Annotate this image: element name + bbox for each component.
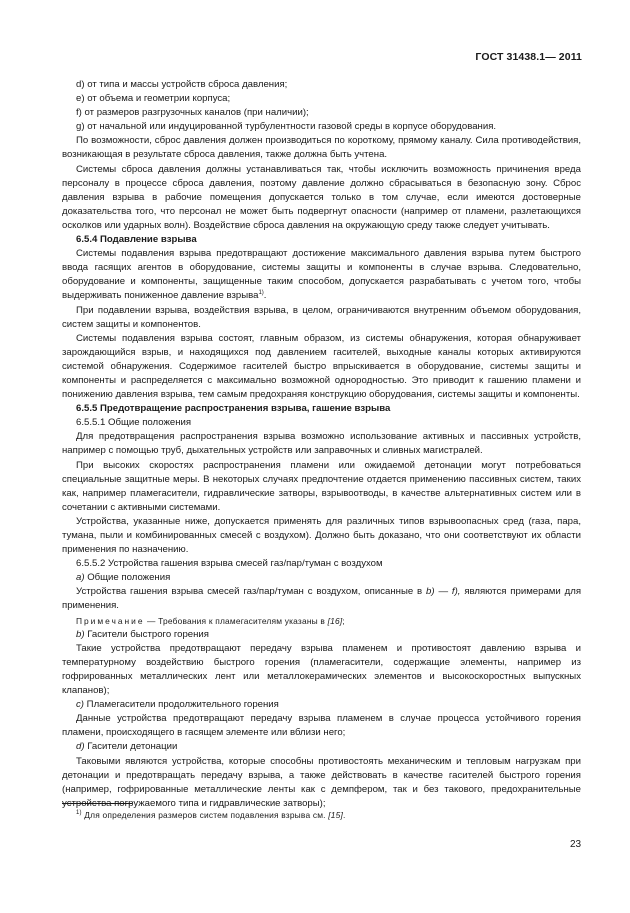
- page-number: 23: [570, 839, 582, 850]
- ref-b: b): [426, 586, 435, 598]
- subsection-heading-6551: 6.5.5.1 Общие положения: [76, 417, 192, 429]
- note-label: Примечание: [76, 615, 145, 626]
- note-ref: [16]: [327, 615, 343, 626]
- item-b-label: b): [76, 628, 85, 640]
- footnote-end: .: [343, 810, 346, 820]
- subsection-heading-6552: 6.5.5.2 Устройства гашения взрыва смесей газ/пар/туман с воздухом: [76, 558, 383, 570]
- list-item-f: f) от размеров разгрузочных каналов (при наличии);: [76, 107, 309, 119]
- paragraph-6551-3: Устройства, указанные ниже, допускается применять для различных типов взрывоопасных сред (газа, пара, тумана, пыли и комбинированных смесей с воздухом). Должно быть доказано, что они соответствуют их области применения по назначению.: [62, 515, 581, 556]
- note-text: — Требования к пламегасителям указаны в: [147, 615, 326, 626]
- paragraph-d: Таковыми являются устройства, которые способны противостоять механическим и тепловым нагрузкам при детонации и предотвращать передачу взрыва, а также действовать в качестве гасителей быстрого горения (например, гофрированные металлические ленты как с демпфером, так и без такового, предохранительные устройства погружаемого типа и гидравлические затворы);: [62, 755, 581, 809]
- item-b-heading: [62, 628, 581, 642]
- footnote-text: Для определения размеров систем подавления взрыва см.: [84, 810, 326, 820]
- list-item-g: g) от начальной или индуцированной турбулентности газовой среды в корпусе оборудования.: [76, 121, 497, 133]
- paragraph-6551-1: Для предотвращения распространения взрыва возможно использование активных и пассивных устройств, например с помощью труб, дыхательных устройств или заправочных и сливных магистралей.: [62, 431, 581, 457]
- paragraph-654-1-end: .: [263, 290, 267, 302]
- item-c-title: Пламегасители продолжительного горения: [86, 699, 279, 711]
- paragraph-654-2: При подавлении взрыва, воздействия взрыва, в целом, ограничиваются внутренним объемом оборудования, систем защиты и компонентов.: [62, 304, 581, 330]
- item-d-title: Гасители детонации: [87, 741, 178, 753]
- paragraph-a-end: являются примерами для применения.: [62, 586, 582, 612]
- standard-header: ГОСТ 31438.1— 2011: [475, 51, 582, 63]
- footnote: [76, 809, 581, 821]
- section-heading-655: 6.5.5 Предотвращение распространения взрыва, гашение взрыва: [76, 403, 391, 415]
- note: [62, 614, 581, 628]
- item-c-heading: [62, 698, 581, 712]
- note-end: ;: [342, 615, 345, 626]
- ref-dash: —: [438, 586, 449, 598]
- list-item-d: d) от типа и массы устройств сброса давления;: [76, 79, 288, 90]
- ref-f: f),: [451, 586, 461, 598]
- paragraph-654-1: [62, 247, 581, 303]
- footnote-ref: [15]: [328, 810, 344, 820]
- paragraph-relief-systems: Системы сброса давления должны устанавливаться так, чтобы исключить возможность причинения вреда персоналу в процессе сброса давления, поэтому давление должно сбрасываться в безопасную зону. Сброс давления взрыва в рабочие помещения допускается только в том случае, если имеются достоверные доказательства того, что персонал не может быть подвергнут опасности (например от пламени, разлетающихся осколков или ударных волн). Воздействие сброса давления на окружающую среду также следует учитывать.: [62, 163, 581, 231]
- item-a-label: a): [76, 572, 85, 584]
- paragraph-a: [62, 585, 581, 613]
- footnote-number: 1): [76, 810, 82, 817]
- item-a-title: Общие положения: [87, 572, 171, 584]
- paragraph-relief-channel: По возможности, сброс давления должен производиться по короткому, прямому каналу. Сила противодействия, возникающая в результате сброса давления, также должна быть учтена.: [62, 135, 581, 161]
- paragraph-6551-2: При высоких скоростях распространения пламени или ожидаемой детонации могут потребоваться специальные защитные меры. В некоторых случаях предпочтение отдается применению пассивных систем, таких как, например пламегасители, гидравлические затворы, взрывоотводы, в качестве альтернативных систем или в сочетании с активными системами.: [62, 459, 581, 513]
- item-b-title: Гасители быстрого горения: [87, 628, 209, 640]
- paragraph-654-1-text: Системы подавления взрыва предотвращают достижение максимального давления взрыва путем быстрого ввода гасящих агентов в оборудование, системы защиты и компоненты в случае взрыва. Следовательно, оборудование и компоненты, защищенные таким способом, допускается разрабатывать с учетом того, чтобы выдерживать пониженное давление взрыва: [62, 248, 581, 302]
- item-d-label: d): [76, 741, 85, 753]
- page-body: [62, 78, 581, 811]
- item-a-heading: [62, 571, 581, 585]
- paragraph-654-3: Системы подавления взрыва состоят, главным образом, из системы обнаружения, которая обнаруживает зарождающийся взрыв, и находящихся под давлением гасителей, выходные каналы которых активируются системой обнаружения. Содержимое гасителей быстро впрыскивается в оборудование, системы защиты и компоненты и распределяется с максимально возможной однородностью. Это приводит к гашению пламени и понижению давления взрыва, тем самым предохраняя конструкцию оборудования, системы защиты и компоненты.: [62, 332, 581, 401]
- paragraph-c: Данные устройства предотвращают передачу взрыва пламенем в случае процесса устойчивого горения пламени, происходящего в гасящем элементе или вблизи него;: [62, 713, 581, 739]
- item-c-label: c): [76, 699, 84, 711]
- item-d-heading: [62, 740, 581, 754]
- paragraph-b: Такие устройства предотвращают передачу взрыва пламенем и противостоят давлению взрыва и температурному воздействию быстрого горения (пламегасители, содержащие элементы, например из гофрированных металлических лент или металлокерамических элементов и высокоскоростных выпускных клапанов);: [62, 642, 581, 697]
- paragraph-a-text: Устройства гашения взрыва смесей газ/пар/туман с воздухом, описанные в: [76, 586, 423, 598]
- footnote-marker: 1): [258, 290, 264, 297]
- footnote-divider: [62, 803, 132, 804]
- section-heading-654: 6.5.4 Подавление взрыва: [76, 234, 197, 246]
- list-item-e: e) от объема и геометрии корпуса;: [76, 93, 231, 105]
